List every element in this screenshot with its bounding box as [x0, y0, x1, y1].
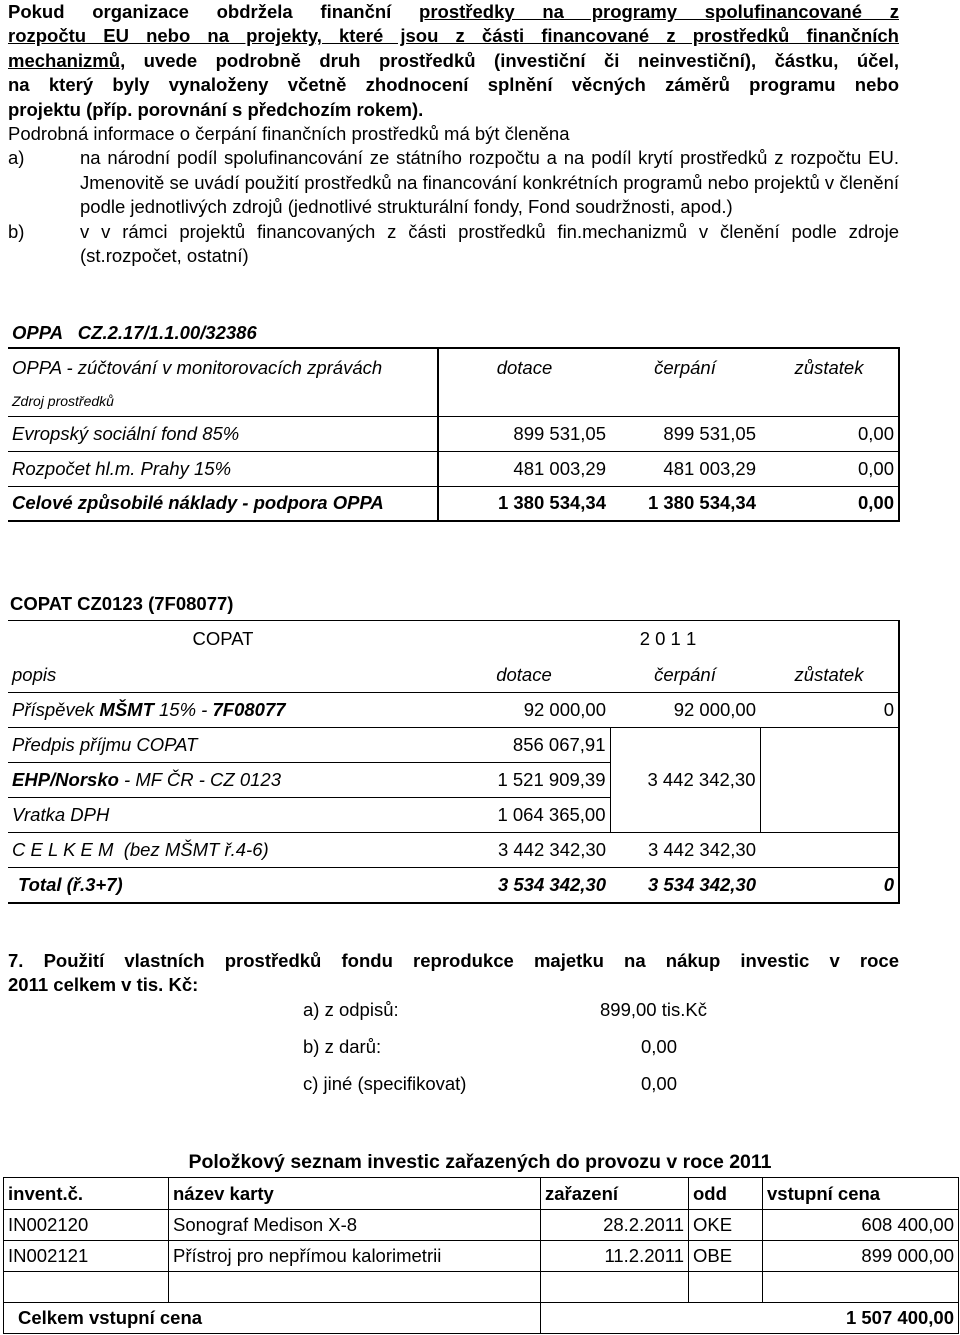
copat-year: 2 0 1 1: [438, 621, 899, 658]
copat-title-row: [8, 621, 899, 658]
section7-c-label: c) jiné (specifikovat): [303, 1073, 467, 1094]
copat-col-zustatek: zůstatek: [760, 658, 899, 693]
copat-col-cerpani: čerpání: [610, 658, 760, 693]
table-row: Rozpočet hl.m. Prahy 15% 481 003,29 481 003,29 0,00: [8, 451, 899, 486]
table-row: Předpis příjmu COPAT 856 067,91 3 442 342,30: [8, 728, 899, 763]
table-row: IN002120 Sonograf Medison X-8 28.2.2011 OKE 608 400,00: [4, 1210, 959, 1241]
table-row: Celové způsobilé náklady - podpora OPPA 1 380 534,34 1 380 534,34 0,00: [8, 486, 899, 521]
table-row: Total (ř.3+7) 3 534 342,30 3 534 342,30 0: [8, 868, 899, 903]
intro-line-2: rozpočtu EU nebo na projekty, které jsou z části financované z prostředků finančních: [8, 25, 899, 47]
intro-line-1: Pokud organizace obdržela finanční prostředky na programy spolufinancované z: [8, 1, 899, 22]
oppa-header-row: [8, 348, 899, 386]
table-row-total: [4, 1303, 959, 1334]
copat-col-dotace: dotace: [438, 658, 610, 693]
section7-c-value: 0,00: [641, 1073, 678, 1094]
oppa-heading: OPPA CZ.2.17/1.1.00/32386: [12, 322, 257, 343]
copat-merged-cerpani: 3 442 342,30: [610, 728, 760, 833]
oppa-col-zustatek: zůstatek: [760, 348, 899, 386]
section7-heading: 7. Použití vlastních prostředků fondu reprodukce majetku na nákup investic v roce: [8, 950, 899, 971]
table-row: IN002121 Přístroj pro nepřímou kalorimetrii 11.2.2011 OBE 899 000,00: [4, 1241, 959, 1272]
table-row: Příspěvek MŠMT 15% - 7F08077 92 000,00 92 000,00 0: [8, 693, 899, 728]
copat-title: COPAT: [8, 621, 438, 658]
invest-col-odd: odd: [689, 1178, 763, 1210]
section7-heading-2: 2011 celkem v tis. Kč:: [8, 974, 199, 995]
intro-detail: Podrobná informace o čerpání finančních prostředků má být členěna: [8, 123, 570, 145]
oppa-table: [8, 347, 900, 522]
invest-total-label: Celkem vstupní cena: [4, 1303, 541, 1334]
oppa-header-title: OPPA - zúčtování v monitorovacích zprávách: [8, 348, 438, 386]
oppa-col-dotace: dotace: [438, 348, 610, 386]
invest-header-row: [4, 1178, 959, 1210]
copat-col-popis: popis: [8, 658, 438, 693]
table-row: Evropský sociální fond 85% 899 531,05 899 531,05 0,00: [8, 416, 899, 451]
invest-col-zarazeni: zařazení: [541, 1178, 689, 1210]
table-row: C E L K E M (bez MŠMT ř.4-6) 3 442 342,30 3 442 342,30: [8, 833, 899, 868]
copat-heading: COPAT CZ0123 (7F08077): [10, 593, 234, 614]
invest-col-nazev: název karty: [169, 1178, 541, 1210]
invest-col-cena: vstupní cena: [763, 1178, 959, 1210]
invest-table: [3, 1177, 959, 1334]
section7-a-label: a) z odpisů:: [303, 999, 399, 1020]
list-item-b: b) v v rámci projektů financovaných z části prostředků fin.mechanizmů v členění podle zdroje (st.rozpočet, ostatní): [8, 220, 899, 267]
invest-title: Položkový seznam investic zařazených do provozu v roce 2011: [188, 1151, 772, 1173]
table-row-empty: [4, 1272, 959, 1303]
section7-b-value: 0,00: [641, 1036, 678, 1057]
oppa-subheader-row: [8, 386, 899, 416]
copat-table: [8, 620, 900, 904]
section7-b-label: b) z darů:: [303, 1036, 382, 1057]
intro-text: [8, 0, 899, 268]
intro-line-4: na který byly vynaloženy včetně zhodnocení splnění věcných záměrů programu nebo: [8, 74, 899, 96]
list-item-a: a) na národní podíl spolufinancování ze státního rozpočtu a na podíl krytí prostředků z rozpočtu EU. Jmenovitě se uvádí použití prostředků na financování konkrétních programů nebo projektů v členění podle jednotlivých zdrojů (jednotlivé strukturální fondy, Fond soudržnosti, apod.): [8, 147, 899, 218]
table-row: Vratka DPH 1 064 365,00: [8, 798, 899, 833]
intro-line-5: projektu (příp. porovnání s předchozím rokem).: [8, 98, 424, 120]
section7-a-value: 899,00 tis.Kč: [600, 999, 707, 1020]
table-row: EHP/Norsko - MF ČR - CZ 0123 1 521 909,39: [8, 763, 899, 798]
oppa-source-label: Zdroj prostředků: [8, 386, 438, 416]
copat-header-row: [8, 658, 899, 693]
invest-col-invent: invent.č.: [4, 1178, 169, 1210]
invest-total-value: 1 507 400,00: [541, 1303, 959, 1334]
intro-line-3: mechanizmů, uvede podrobně druh prostředků (investiční či neinvestiční), částku, účel,: [8, 49, 899, 71]
oppa-col-cerpani: čerpání: [610, 348, 760, 386]
